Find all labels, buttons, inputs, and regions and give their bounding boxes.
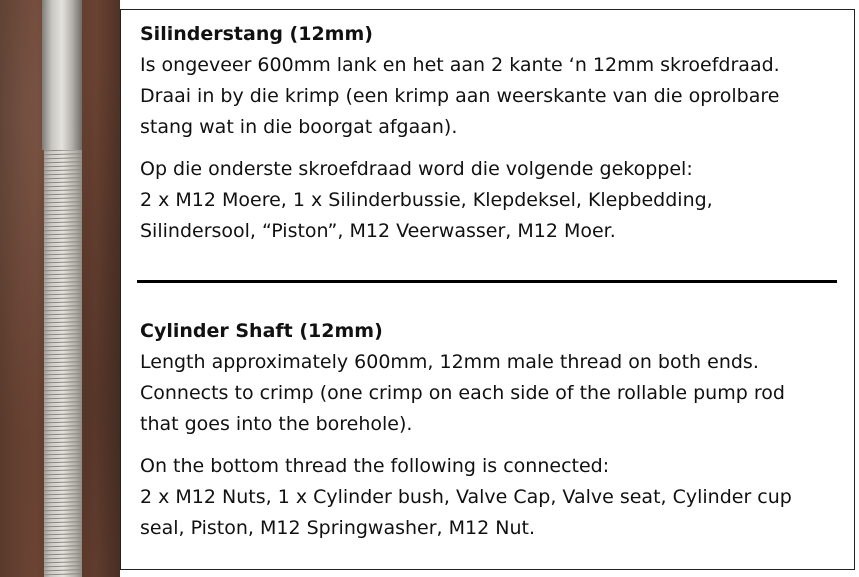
text-line: Silindersool, “Piston”, M12 Veerwasser, M12 Moer.: [140, 220, 616, 242]
afrikaans-heading: Silinderstang (12mm): [140, 23, 373, 45]
english-heading: Cylinder Shaft (12mm): [140, 320, 383, 342]
english-paragraph-1: [140, 347, 840, 440]
text-line: Draai in by die krimp (een krimp aan weerskante van die oprolbare: [140, 85, 780, 107]
description-panel: [120, 9, 855, 570]
english-paragraph-2: [140, 451, 840, 544]
text-line: stang wat in die boorgat afgaan).: [140, 116, 458, 138]
english-section: [140, 316, 840, 544]
text-line: 2 x M12 Nuts, 1 x Cylinder bush, Valve Cap, Valve seat, Cylinder cup: [140, 486, 792, 508]
text-line: Connects to crimp (one crimp on each side of the rollable pump rod: [140, 382, 785, 404]
text-line: Length approximately 600mm, 12mm male thread on both ends.: [140, 351, 759, 373]
afrikaans-paragraph-2: [140, 154, 840, 247]
text-line: 2 x M12 Moere, 1 x Silinderbussie, Klepdeksel, Klepbedding,: [140, 189, 713, 211]
afrikaans-paragraph-1: [140, 50, 840, 143]
text-line: Is ongeveer 600mm lank en het aan 2 kante ‘n 12mm skroefdraad.: [140, 54, 780, 76]
section-divider: [137, 280, 837, 283]
text-line: On the bottom thread the following is connected:: [140, 455, 610, 477]
text-line: Op die onderste skroefdraad word die volgende gekoppel:: [140, 158, 693, 180]
afrikaans-section: [140, 19, 840, 247]
threaded-rod-photo: [0, 0, 120, 577]
text-line: seal, Piston, M12 Springwasher, M12 Nut.: [140, 517, 535, 539]
threaded-rod-image: [38, 0, 88, 577]
text-line: that goes into the borehole).: [140, 413, 413, 435]
